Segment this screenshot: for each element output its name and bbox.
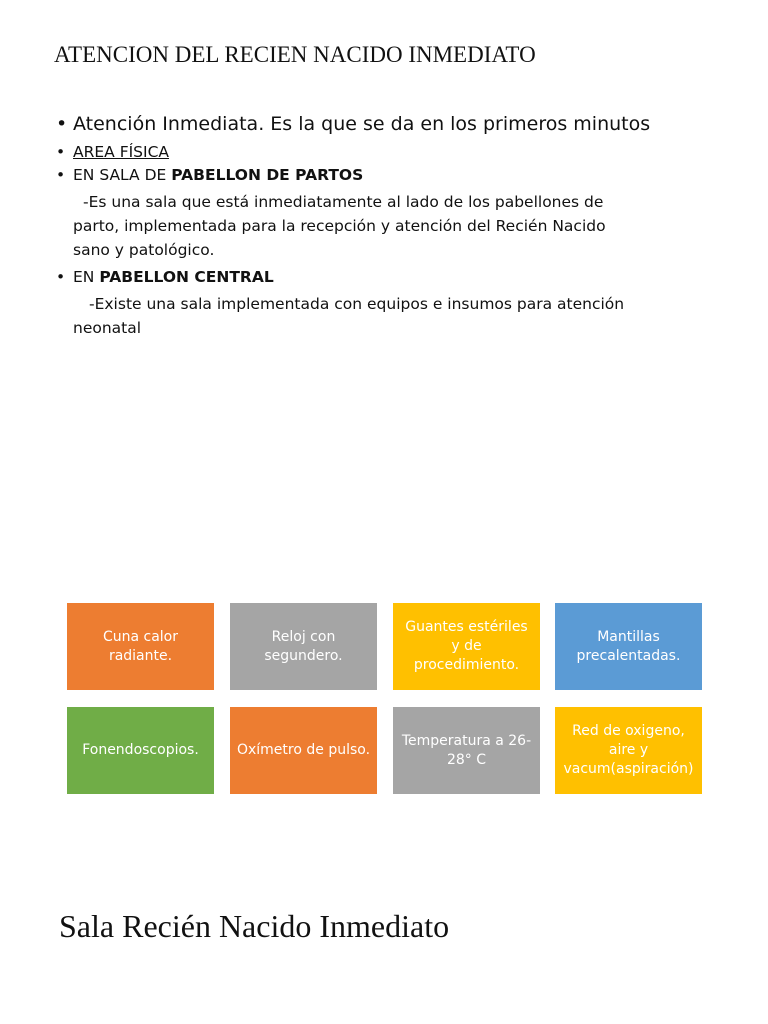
tile-label: Red de oxigeno, aire y vacum(aspiración)	[563, 723, 694, 777]
paragraph-line: parto, implementada para la recepción y atención del Recién Nacido	[73, 217, 606, 235]
bullet-text-prefix: EN	[73, 268, 100, 286]
bullet-text: Atención Inmediata. Es la que se da en los primeros minutos	[73, 113, 651, 135]
bullet-text-bold: PABELLON CENTRAL	[99, 268, 274, 286]
paragraph-pabellon-central	[56, 292, 726, 340]
paragraph-line: -Es una sala que está inmediatamente al lado de los pabellones de	[83, 193, 604, 211]
bullet-text: AREA FÍSICA	[73, 143, 170, 161]
bullet-icon: •	[56, 166, 66, 184]
bullet-icon: •	[56, 268, 66, 286]
bullet-item-sala-partos	[56, 164, 726, 187]
footer-title: Sala Recién Nacido Inmediato	[59, 908, 450, 944]
tile-reloj	[230, 603, 377, 690]
bullet-text-prefix: EN SALA DE	[73, 166, 172, 184]
bullet-icon: •	[56, 113, 68, 135]
tile-fonendoscopios	[67, 707, 214, 794]
tile-oximetro	[230, 707, 377, 794]
bullet-text-bold: PABELLON DE PARTOS	[171, 166, 364, 184]
tile-label: Reloj con segundero.	[264, 628, 343, 664]
tile-red-oxigeno	[555, 707, 702, 794]
tile-guantes	[393, 603, 540, 690]
paragraph-line: neonatal	[73, 319, 142, 337]
tile-label: Guantes estériles y de procedimiento.	[405, 619, 528, 673]
paragraph-line: -Existe una sala implementada con equipos e insumos para atención	[89, 295, 625, 313]
tile-label: Temperatura a 26-28° C	[401, 732, 532, 768]
tile-label: Mantillas precalentadas.	[576, 628, 681, 664]
equipment-grid	[67, 603, 702, 794]
bullet-icon: •	[56, 143, 66, 161]
page-title: ATENCION DEL RECIEN NACIDO INMEDIATO	[54, 42, 536, 67]
bullet-item-atencion-inmediata	[56, 110, 726, 138]
paragraph-line: sano y patológico.	[73, 241, 215, 259]
bullet-item-area-fisica	[56, 141, 726, 164]
tile-mantillas	[555, 603, 702, 690]
bullet-list	[56, 110, 726, 344]
tile-cuna-calor	[67, 603, 214, 690]
tile-label: Fonendoscopios.	[82, 742, 199, 758]
paragraph-sala-partos	[56, 190, 726, 262]
bullet-item-pabellon-central	[56, 266, 726, 289]
tile-label: Oxímetro de pulso.	[236, 742, 371, 758]
tile-temperatura	[393, 707, 540, 794]
tile-label: Cuna calor radiante.	[102, 628, 179, 664]
